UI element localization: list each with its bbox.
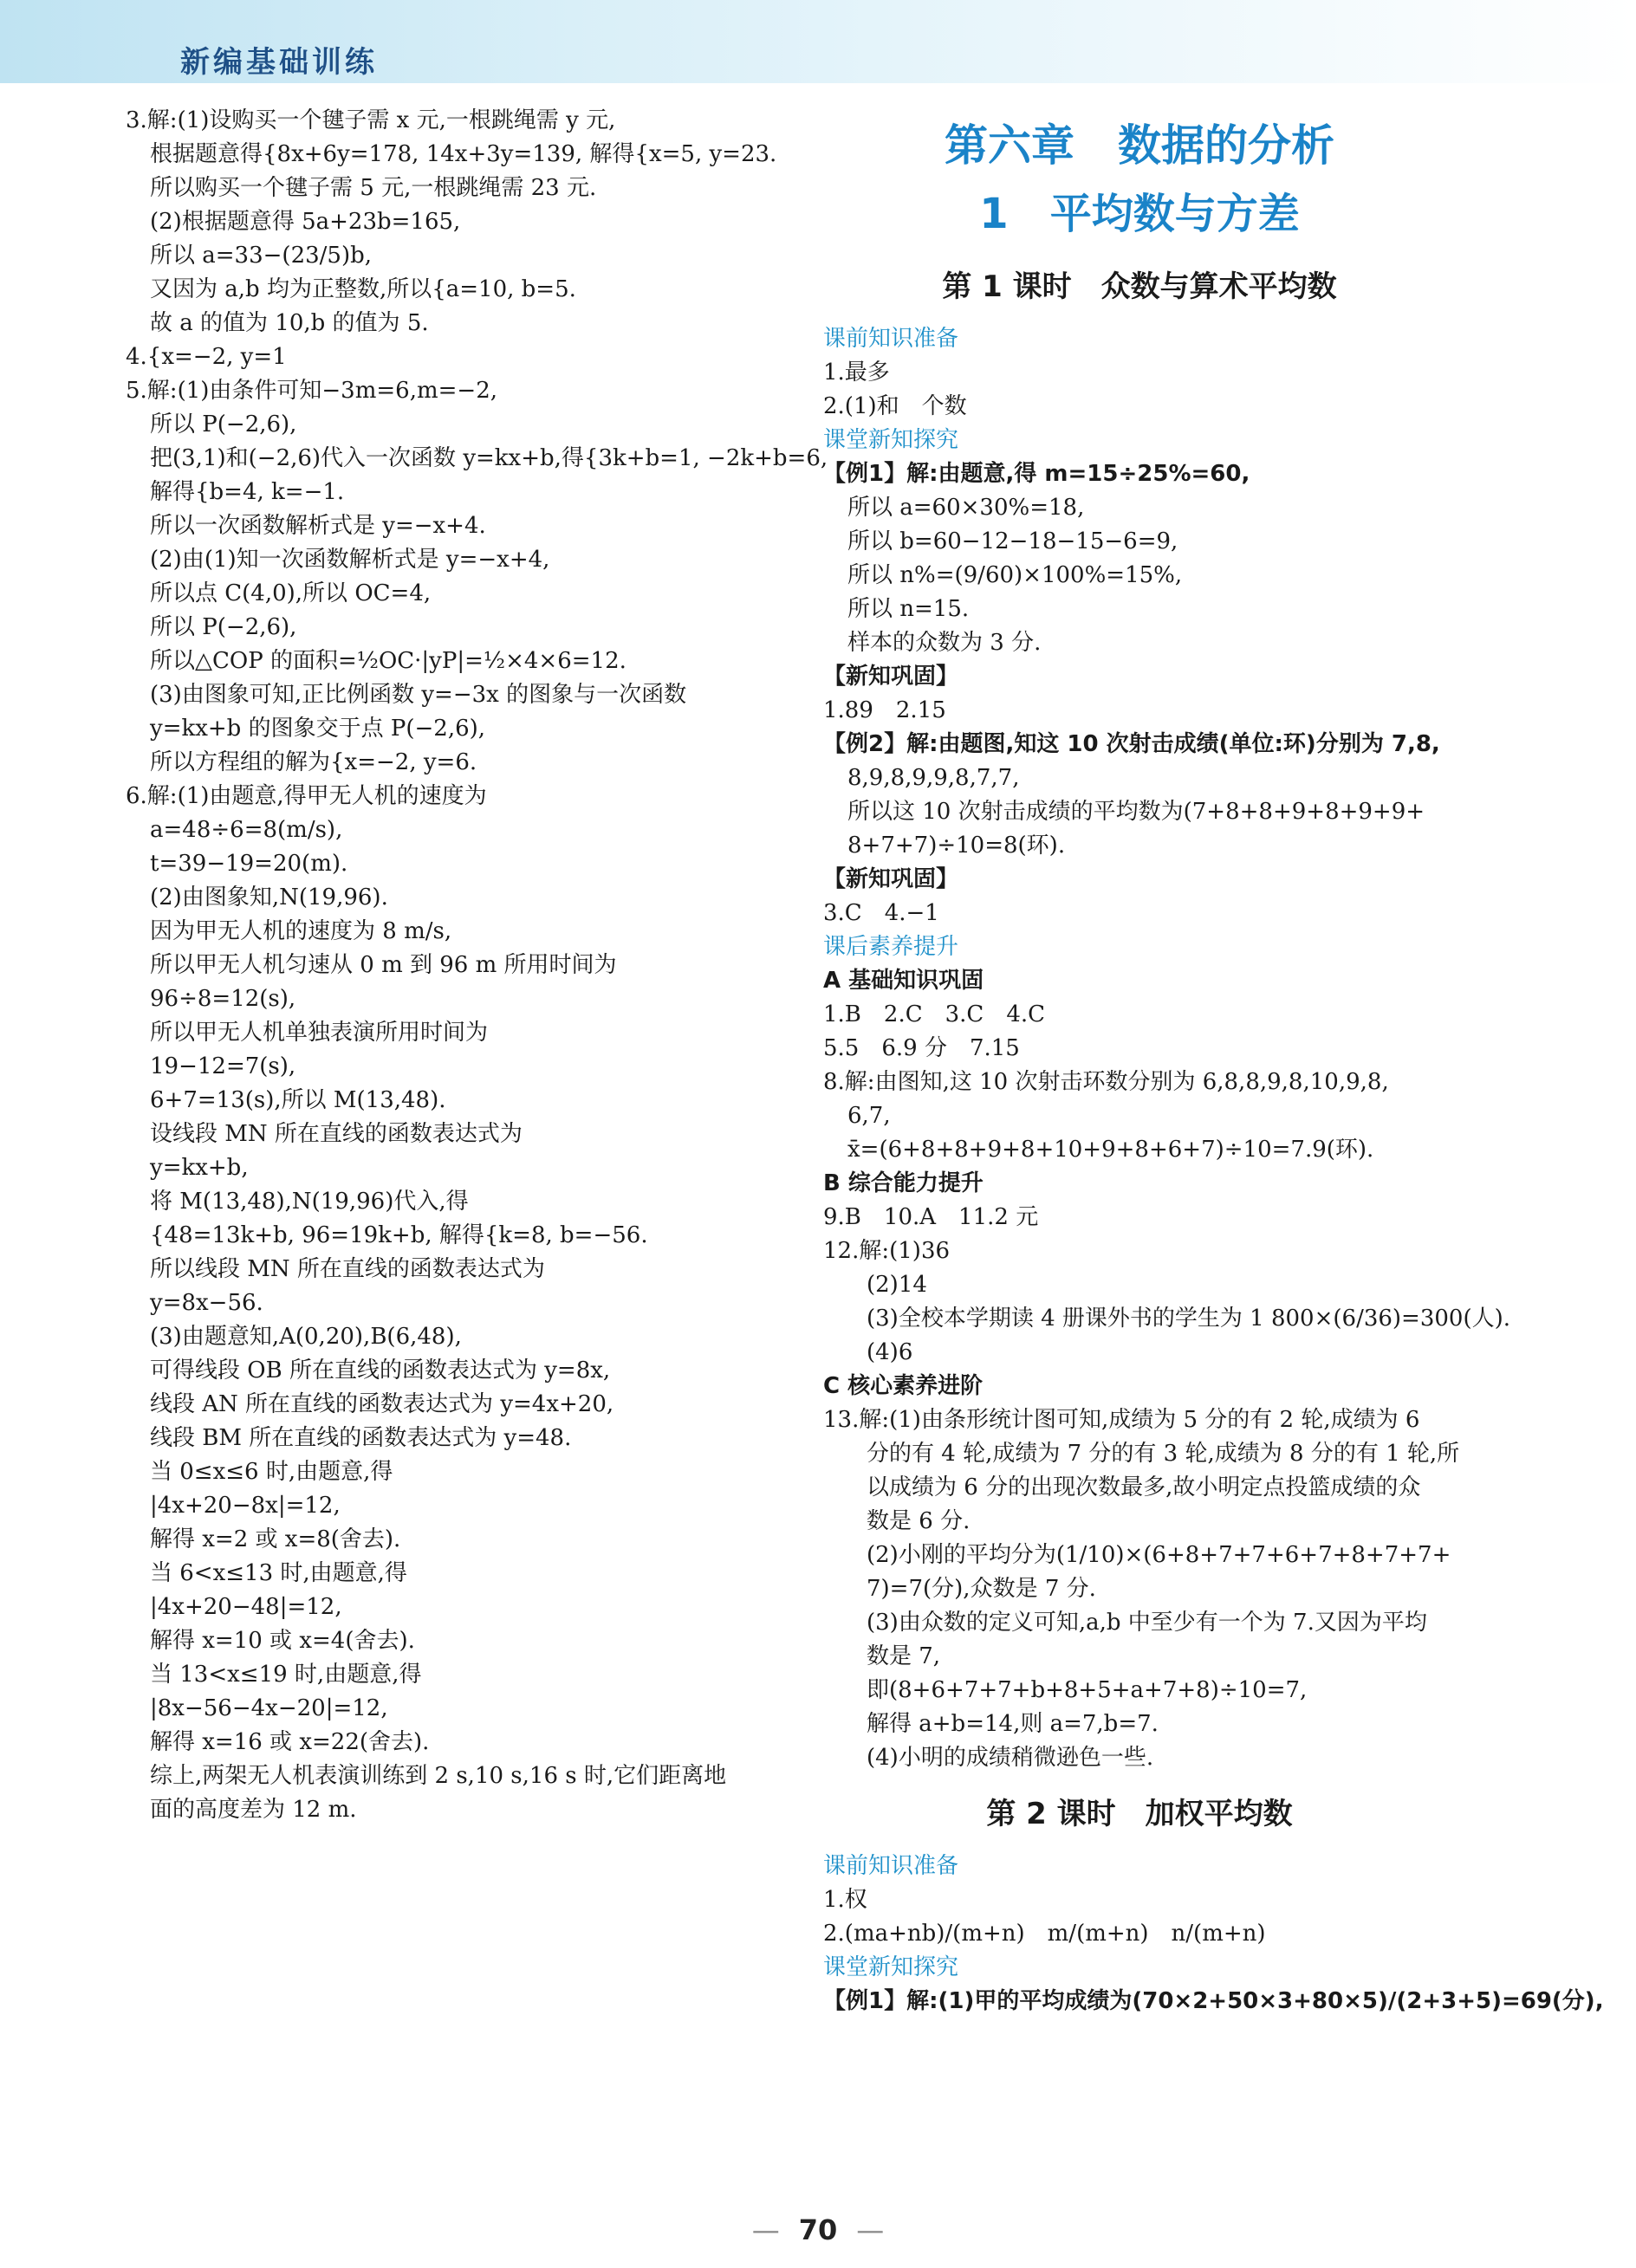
text-line: 6.解:(1)由题意,得甲无人机的速度为	[126, 783, 487, 809]
text-line: 所以点 C(4,0),所以 OC=4,	[150, 580, 432, 606]
text-line: |4x+20−8x|=12,	[150, 1493, 341, 1519]
text-line: 线段 AN 所在直线的函数表达式为 y=4x+20,	[150, 1391, 614, 1417]
text-line: 3.解:(1)设购买一个毽子需 x 元,一根跳绳需 y 元,	[126, 107, 616, 133]
text-line: 分的有 4 轮,成绩为 7 分的有 3 轮,成绩为 8 分的有 1 轮,所	[867, 1441, 1460, 1467]
text-line: (2)根据题意得 5a+23b=165,	[150, 209, 461, 235]
subsection-heading: C 核心素养进阶	[823, 1373, 984, 1399]
chapter-title: 第六章 数据的分析	[945, 120, 1334, 171]
text-line: 所以 n=15.	[847, 596, 970, 622]
text-line: 【新知巩固】	[823, 664, 959, 690]
text-line: 96÷8=12(s),	[150, 986, 296, 1012]
text-line: 所以 a=60×30%=18,	[847, 495, 1085, 521]
text-line: 8.解:由图知,这 10 次射击环数分别为 6,8,8,9,8,10,9,8,	[823, 1069, 1389, 1095]
section-heading: 课前知识准备	[823, 1853, 959, 1879]
text-line: 19−12=7(s),	[150, 1053, 296, 1079]
text-line: 【例1】解:由题意,得 m=15÷25%=60,	[823, 461, 1250, 487]
text-line: 所以这 10 次射击成绩的平均数为(7+8+8+9+8+9+9+	[847, 799, 1425, 825]
text-line: 所以一次函数解析式是 y=−x+4.	[150, 513, 486, 539]
text-line: 6,7,	[847, 1103, 891, 1129]
text-line: 根据题意得{8x+6y=178, 14x+3y=139, 解得{x=5, y=23.	[150, 141, 777, 167]
right-column	[823, 104, 1604, 2019]
text-line: (2)小刚的平均分为(1/10)×(6+8+7+7+6+7+8+7+7+	[867, 1542, 1451, 1568]
section-heading: 课前知识准备	[823, 326, 959, 352]
text-line: (2)14	[867, 1272, 927, 1298]
text-line: 5.解:(1)由条件可知−3m=6,m=−2,	[126, 378, 498, 404]
text-line: 6+7=13(s),所以 M(13,48).	[150, 1087, 446, 1113]
text-line: 所以 a=33−(23/5)b,	[150, 243, 373, 269]
lesson-2-content	[823, 1850, 1604, 2019]
text-line: 【例2】解:由题图,知这 10 次射击成绩(单位:环)分别为 7,8,	[823, 731, 1440, 757]
text-line: 即(8+6+7+7+b+8+5+a+7+8)÷10=7,	[867, 1677, 1308, 1703]
text-line: 解得{b=4, k=−1.	[150, 479, 345, 505]
text-line: 样本的众数为 3 分.	[847, 630, 1042, 656]
text-line: 所以△COP 的面积=½OC·|yP|=½×4×6=12.	[150, 648, 626, 674]
text-line: 所以线段 MN 所在直线的函数表达式为	[150, 1256, 545, 1282]
subsection-heading: A 基础知识巩固	[823, 968, 984, 994]
text-line: 所以 P(−2,6),	[150, 614, 297, 640]
text-line: 解得 a+b=14,则 a=7,b=7.	[867, 1711, 1159, 1737]
text-line: 所以方程组的解为{x=−2, y=6.	[150, 749, 477, 775]
text-line: (4)6	[867, 1339, 913, 1365]
text-line: (3)全校本学期读 4 册课外书的学生为 1 800×(6/36)=300(人).	[867, 1306, 1511, 1332]
text-line: 所以购买一个毽子需 5 元,一根跳绳需 23 元.	[150, 175, 597, 201]
lesson-1-title: 第 1 课时 众数与算术平均数	[942, 269, 1337, 304]
text-line: 所以 n%=(9/60)×100%=15%,	[847, 562, 1183, 588]
text-line: 1.权	[823, 1887, 867, 1913]
left-column	[126, 104, 828, 1827]
text-line: x̄=(6+8+8+9+8+10+9+8+6+7)÷10=7.9(环).	[847, 1137, 1374, 1163]
text-line: 数是 6 分.	[867, 1508, 971, 1534]
text-line: 解得 x=16 或 x=22(舍去).	[150, 1729, 430, 1755]
text-line: 7)=7(分),众数是 7 分.	[867, 1576, 1096, 1602]
text-line: 12.解:(1)36	[823, 1238, 951, 1264]
text-line: (3)由题意知,A(0,20),B(6,48),	[150, 1324, 462, 1350]
text-line: 所以 P(−2,6),	[150, 411, 297, 437]
text-line: 【例1】解:(1)甲的平均成绩为(70×2+50×3+80×5)/(2+3+5)=69(分),	[823, 1988, 1604, 2014]
text-line: 8,9,8,9,9,8,7,7,	[847, 765, 1020, 791]
text-line: 当 6<x≤13 时,由题意,得	[150, 1560, 407, 1586]
text-line: 所以甲无人机单独表演所用时间为	[150, 1020, 489, 1046]
text-line: 当 0≤x≤6 时,由题意,得	[150, 1459, 393, 1485]
text-line: |4x+20−48|=12,	[150, 1594, 342, 1620]
text-line: 9.B 10.A 11.2 元	[823, 1204, 1039, 1230]
text-line: 以成绩为 6 分的出现次数最多,故小明定点投篮成绩的众	[867, 1474, 1421, 1500]
text-line: 解得 x=10 或 x=4(舍去).	[150, 1628, 415, 1654]
text-line: (4)小明的成绩稍微逊色一些.	[867, 1745, 1154, 1771]
section-title: 1 平均数与方差	[979, 190, 1300, 238]
text-line: 1.最多	[823, 360, 890, 386]
text-line: 综上,两架无人机表演训练到 2 s,10 s,16 s 时,它们距离地	[150, 1763, 727, 1789]
text-line: 所以 b=60−12−18−15−6=9,	[847, 528, 1178, 554]
header-band	[0, 0, 1636, 83]
lesson-2-title: 第 2 课时 加权平均数	[986, 1797, 1293, 1831]
text-line: (2)由(1)知一次函数解析式是 y=−x+4,	[150, 547, 550, 573]
section-heading: 课堂新知探究	[823, 1954, 959, 1980]
section-heading: 课堂新知探究	[823, 427, 959, 453]
book-series-title: 新编基础训练	[180, 45, 378, 80]
text-line: 13.解:(1)由条形统计图可知,成绩为 5 分的有 2 轮,成绩为 6	[823, 1407, 1420, 1433]
subsection-heading: B 综合能力提升	[823, 1170, 984, 1196]
section-heading: 课后素养提升	[823, 934, 959, 960]
text-line: 故 a 的值为 10,b 的值为 5.	[150, 310, 429, 336]
text-line: 将 M(13,48),N(19,96)代入,得	[150, 1189, 469, 1215]
text-line: 1.89 2.15	[823, 697, 946, 723]
text-line: a=48÷6=8(m/s),	[150, 817, 343, 843]
text-line: 8+7+7)÷10=8(环).	[847, 833, 1066, 859]
text-line: y=kx+b 的图象交于点 P(−2,6),	[150, 716, 486, 742]
text-line: 可得线段 OB 所在直线的函数表达式为 y=8x,	[150, 1358, 611, 1383]
text-line: 2.(1)和 个数	[823, 393, 967, 419]
text-line: 2.(ma+nb)/(m+n) m/(m+n) n/(m+n)	[823, 1921, 1266, 1947]
page-number: — 70 —	[0, 2213, 1636, 2246]
text-line: (2)由图象知,N(19,96).	[150, 885, 388, 910]
text-line: t=39−19=20(m).	[150, 851, 348, 877]
text-line: y=kx+b,	[150, 1155, 249, 1181]
text-line: (3)由众数的定义可知,a,b 中至少有一个为 7.又因为平均	[867, 1610, 1427, 1636]
text-line: (3)由图象可知,正比例函数 y=−3x 的图象与一次函数	[150, 682, 687, 708]
text-line: 【新知巩固】	[823, 866, 959, 892]
text-line: 线段 BM 所在直线的函数表达式为 y=48.	[150, 1425, 572, 1451]
text-line: 数是 7,	[867, 1643, 941, 1669]
text-line: 5.5 6.9 分 7.15	[823, 1035, 1020, 1061]
text-line: 当 13<x≤19 时,由题意,得	[150, 1662, 422, 1688]
text-line: 所以甲无人机匀速从 0 m 到 96 m 所用时间为	[150, 952, 617, 978]
text-line: 又因为 a,b 均为正整数,所以{a=10, b=5.	[150, 276, 576, 302]
text-line: 设线段 MN 所在直线的函数表达式为	[150, 1121, 523, 1147]
text-line: |8x−56−4x−20|=12,	[150, 1695, 388, 1721]
text-line: y=8x−56.	[150, 1290, 263, 1316]
text-line: 4.{x=−2, y=1	[126, 344, 287, 370]
text-line: 解得 x=2 或 x=8(舍去).	[150, 1526, 401, 1552]
text-line: 面的高度差为 12 m.	[150, 1797, 357, 1823]
text-line: 3.C 4.−1	[823, 900, 939, 926]
text-line: 因为甲无人机的速度为 8 m/s,	[150, 918, 452, 944]
lesson-1-content	[823, 322, 1511, 1775]
text-line: 1.B 2.C 3.C 4.C	[823, 1001, 1046, 1027]
text-line: {48=13k+b, 96=19k+b, 解得{k=8, b=−56.	[150, 1222, 648, 1248]
text-line: 把(3,1)和(−2,6)代入一次函数 y=kx+b,得{3k+b=1, −2k+b=6,	[150, 445, 828, 471]
